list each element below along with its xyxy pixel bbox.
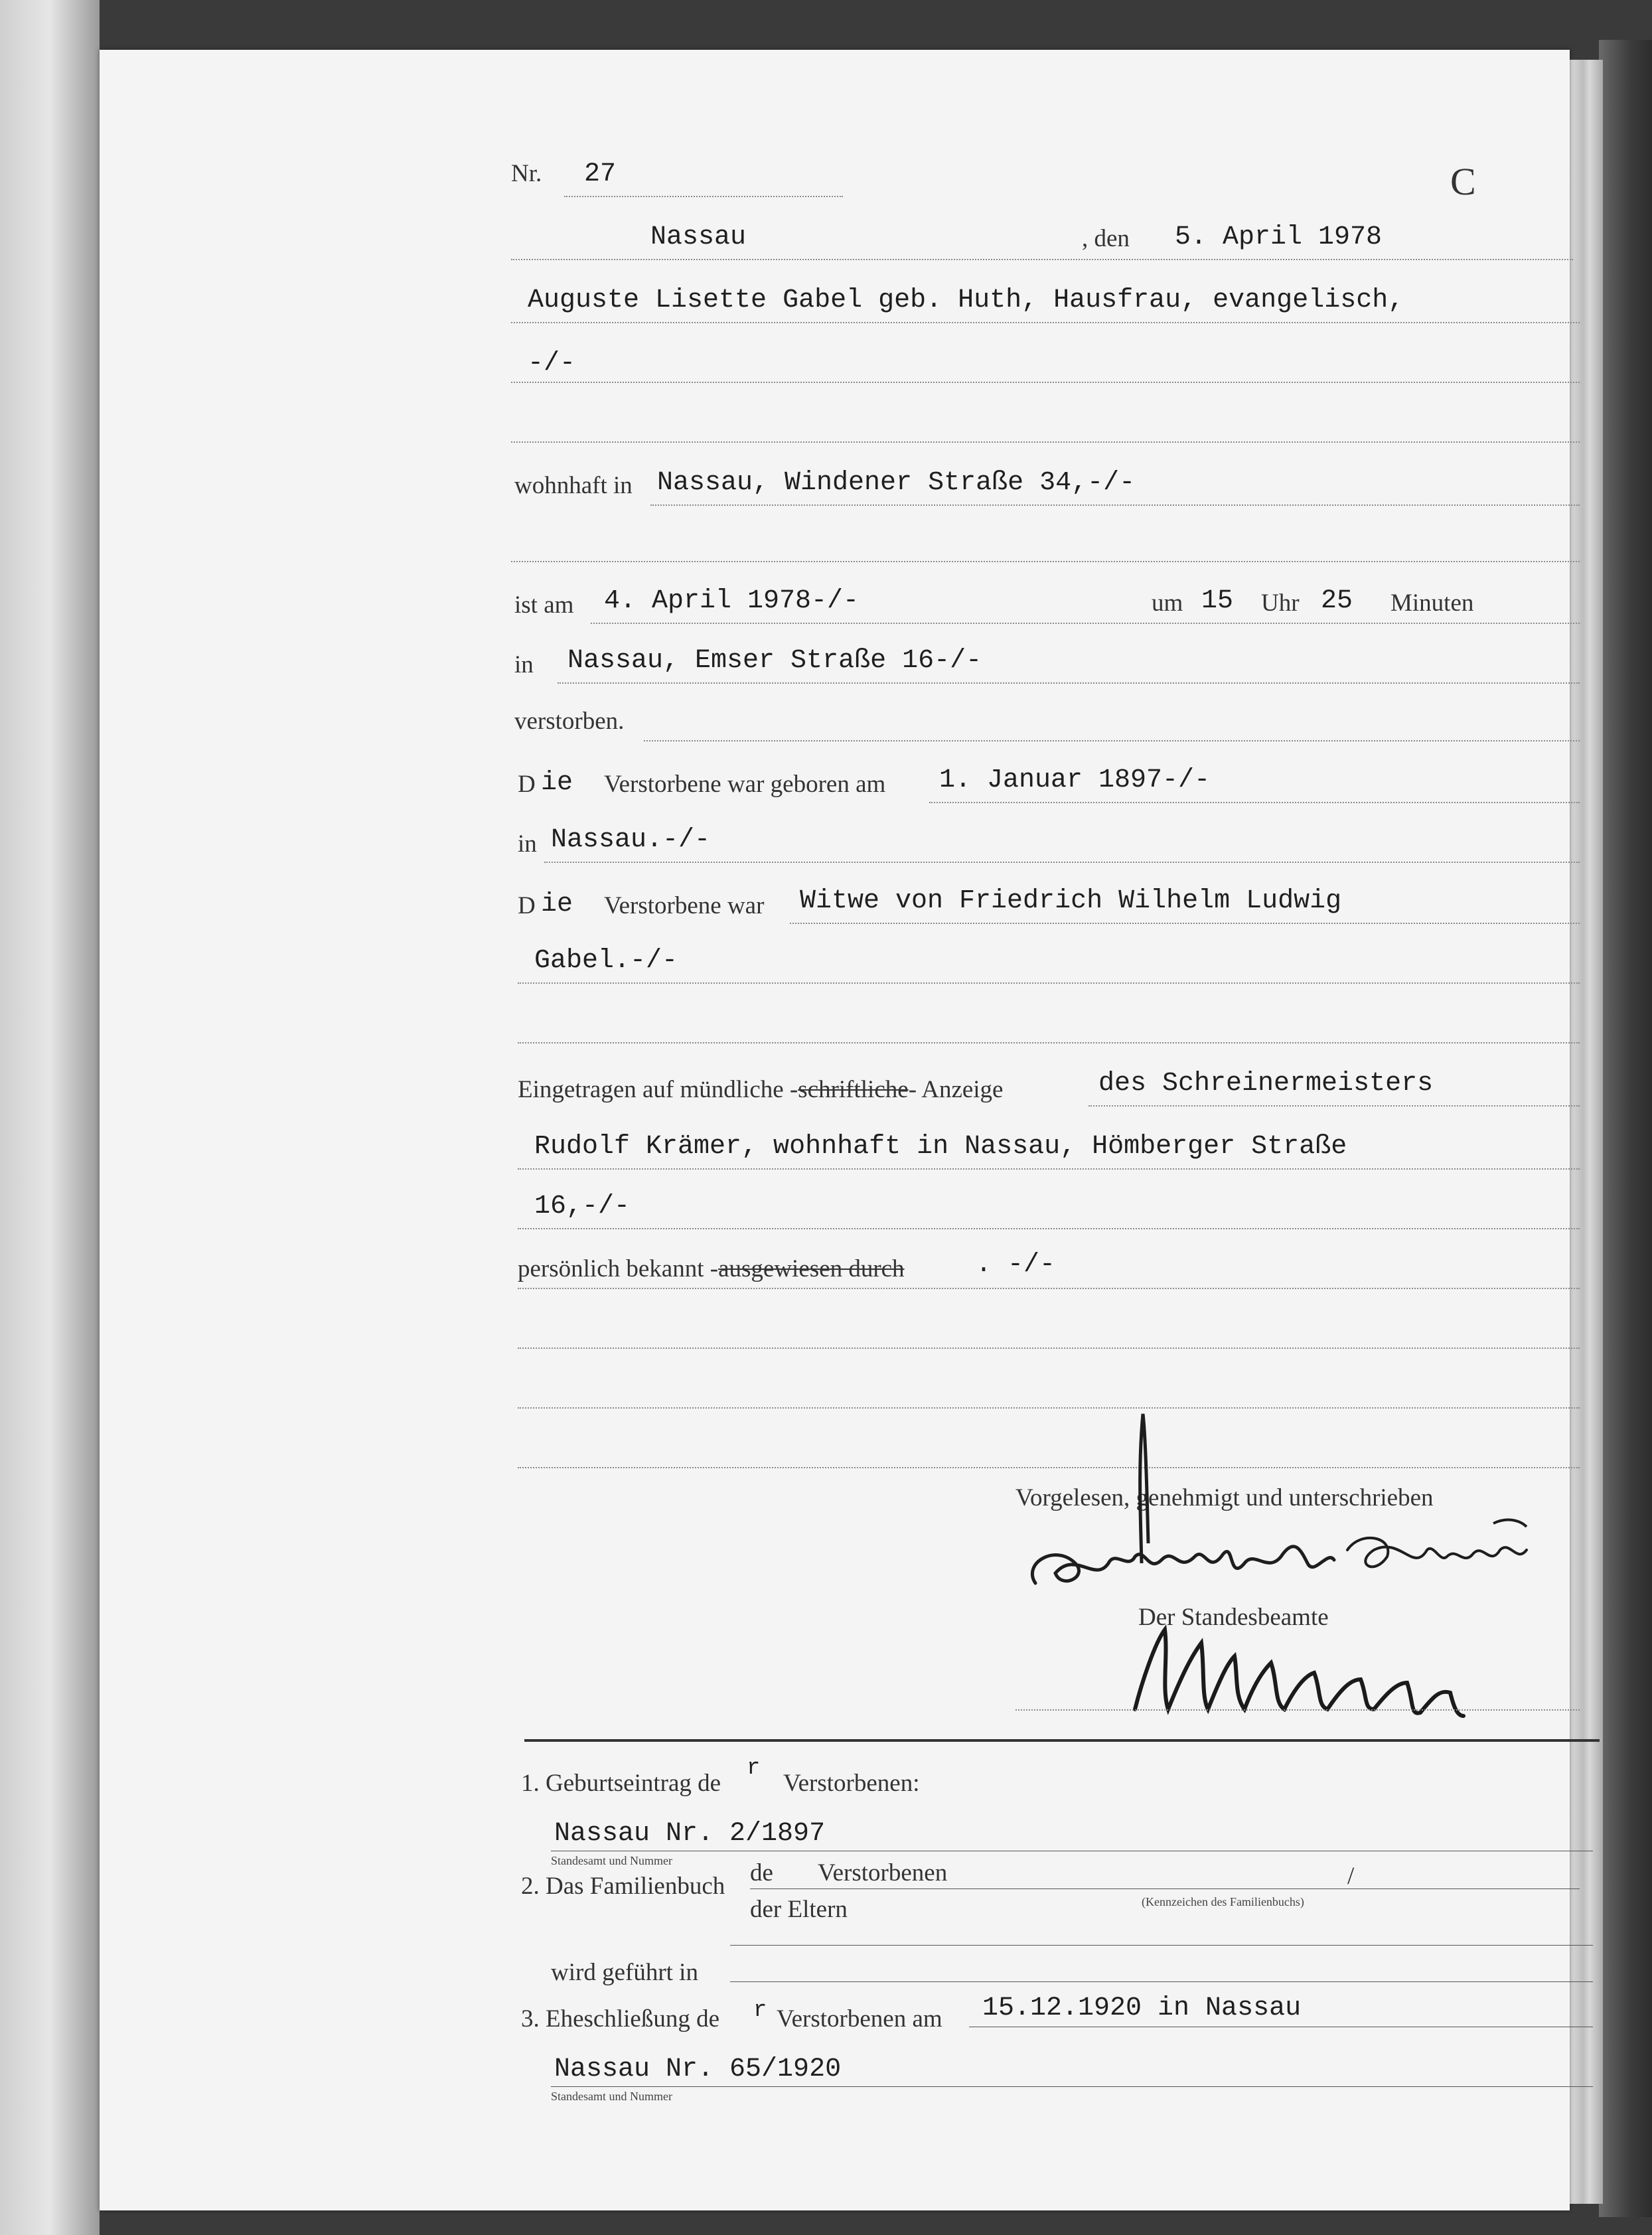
footer-item2-small: (Kennzeichen des Familienbuchs) xyxy=(1142,1895,1304,1908)
footer-item3-label: 3. Eheschließung de xyxy=(521,2005,719,2033)
nr-label: Nr. xyxy=(511,160,542,187)
left-page-edge xyxy=(0,0,100,2235)
death-record-page xyxy=(100,50,1570,2210)
footer-item2-wird-line xyxy=(730,1981,1593,1982)
known-struck: ausgewiesen durch xyxy=(718,1255,905,1282)
death-date: 4. April 1978-/- xyxy=(604,586,860,616)
nr-line xyxy=(564,196,843,197)
verstorben-line xyxy=(644,740,1580,741)
footer-item3-small: Standesamt und Nummer xyxy=(551,2090,672,2103)
known-underline xyxy=(518,1288,1580,1289)
marital-line-1: Witwe von Friedrich Wilhelm Ludwig xyxy=(800,886,1342,916)
den-label: , den xyxy=(1082,225,1130,252)
death-date-line xyxy=(591,623,1580,624)
footer-item3-place: Nassau Nr. 65/1920 xyxy=(554,2054,842,2084)
corner-letter: C xyxy=(1450,160,1476,203)
residence-label: wohnhaft in xyxy=(514,472,633,499)
read-approved-label: Vorgelesen, genehmigt und unterschrieben xyxy=(1015,1484,1434,1511)
birth-date-line xyxy=(929,802,1580,803)
birth-ie: ie xyxy=(541,768,573,798)
marital-line-2: Gabel.-/- xyxy=(534,946,678,976)
footer-item2-wird: wird geführt in xyxy=(551,1959,698,1986)
report-line-1: des Schreinermeisters xyxy=(1098,1069,1434,1099)
birth-in-label: in xyxy=(518,830,537,858)
blank-line-4 xyxy=(518,1348,1580,1349)
known-typed: . -/- xyxy=(976,1250,1056,1280)
death-place-line xyxy=(558,682,1580,684)
report-underline-1 xyxy=(1089,1105,1580,1107)
blank-line-2 xyxy=(511,561,1580,562)
marital-underline-2 xyxy=(518,982,1580,984)
report-label-after: - Anzeige xyxy=(908,1076,1004,1103)
nr-value: 27 xyxy=(584,159,617,189)
death-in-label: in xyxy=(514,651,534,678)
deceased-name: Auguste Lisette Gabel geb. Huth, Hausfrau, evangelisch, xyxy=(528,285,1404,315)
place-date-line xyxy=(511,259,1573,260)
marital-underline-1 xyxy=(790,923,1580,924)
footer-item3-after: Verstorbenen am xyxy=(777,2005,942,2033)
residence-value: Nassau, Windener Straße 34,-/- xyxy=(657,468,1136,498)
footer-item2-label: 2. Das Familienbuch xyxy=(521,1873,725,1900)
ist-am-label: ist am xyxy=(514,591,574,619)
death-place: Nassau, Emser Straße 16-/- xyxy=(567,646,982,676)
name-line-2 xyxy=(511,382,1580,383)
marital-d: D xyxy=(518,892,536,919)
birth-label: Verstorbene war geboren am xyxy=(604,771,886,798)
footer-item3-value: 15.12.1920 in Nassau xyxy=(982,1993,1302,2023)
birth-place-line xyxy=(544,862,1580,863)
declarant-signature xyxy=(1015,1510,1546,1603)
blank-line-3 xyxy=(518,1042,1580,1043)
footer-item2-line xyxy=(750,1888,1580,1889)
footer-item3-place-line xyxy=(551,2086,1593,2087)
birth-place: Nassau.-/- xyxy=(551,825,711,855)
record-date: 5. April 1978 xyxy=(1175,222,1383,252)
report-label xyxy=(518,1075,1003,1104)
footer-item2-blank-line xyxy=(730,1945,1593,1946)
report-struck: schriftliche xyxy=(798,1076,909,1103)
blank-line-5 xyxy=(518,1407,1580,1409)
death-minutes: 25 xyxy=(1321,586,1353,616)
um-label: um xyxy=(1152,589,1183,617)
footer-item1-suffix: r xyxy=(747,1756,761,1781)
registrar-signature xyxy=(1128,1616,1593,1723)
binder-cover xyxy=(1599,40,1652,2217)
marital-ie: ie xyxy=(541,889,573,919)
deceased-name-2: -/- xyxy=(528,348,576,378)
report-underline-2 xyxy=(518,1168,1580,1170)
uhr-label: Uhr xyxy=(1261,589,1300,617)
report-line-2: Rudolf Krämer, wohnhaft in Nassau, Hömberger Straße xyxy=(534,1132,1347,1162)
blank-line-6 xyxy=(518,1467,1580,1468)
known-label-text: persönlich bekannt - xyxy=(518,1255,719,1282)
minuten-label: Minuten xyxy=(1390,589,1474,617)
blank-line-1 xyxy=(511,441,1580,443)
report-label-before: Eingetragen auf mündliche - xyxy=(518,1076,798,1103)
birth-d: D xyxy=(518,771,536,798)
registrar-label: Der Standesbeamte xyxy=(1138,1604,1329,1631)
report-line-3: 16,-/- xyxy=(534,1192,631,1221)
footer-item2-de: de xyxy=(750,1859,773,1887)
footer-item2-eltern: der Eltern xyxy=(750,1896,848,1923)
birth-date: 1. Januar 1897-/- xyxy=(939,765,1211,795)
report-underline-3 xyxy=(518,1228,1580,1229)
known-label xyxy=(518,1255,905,1283)
footer-item1-after: Verstorbenen: xyxy=(783,1770,920,1797)
registrar-line xyxy=(1015,1709,1580,1711)
residence-line xyxy=(650,504,1580,506)
footer-item1-small: Standesamt und Nummer xyxy=(551,1854,672,1867)
footer-item2-verst: Verstorbenen xyxy=(818,1859,948,1887)
footer-divider xyxy=(524,1739,1600,1742)
death-hour: 15 xyxy=(1201,586,1234,616)
footer-item1-label: 1. Geburtseintrag de xyxy=(521,1770,721,1797)
footer-item3-suffix: r xyxy=(753,1998,767,2023)
name-line xyxy=(511,322,1580,323)
verstorben-label: verstorben. xyxy=(514,708,625,735)
footer-item1-value: Nassau Nr. 2/1897 xyxy=(554,1819,826,1849)
marital-label: Verstorbene war xyxy=(604,892,765,919)
signature-flourish xyxy=(1115,1411,1168,1570)
footer-item2-slash: / xyxy=(1347,1863,1355,1890)
place: Nassau xyxy=(650,222,747,252)
